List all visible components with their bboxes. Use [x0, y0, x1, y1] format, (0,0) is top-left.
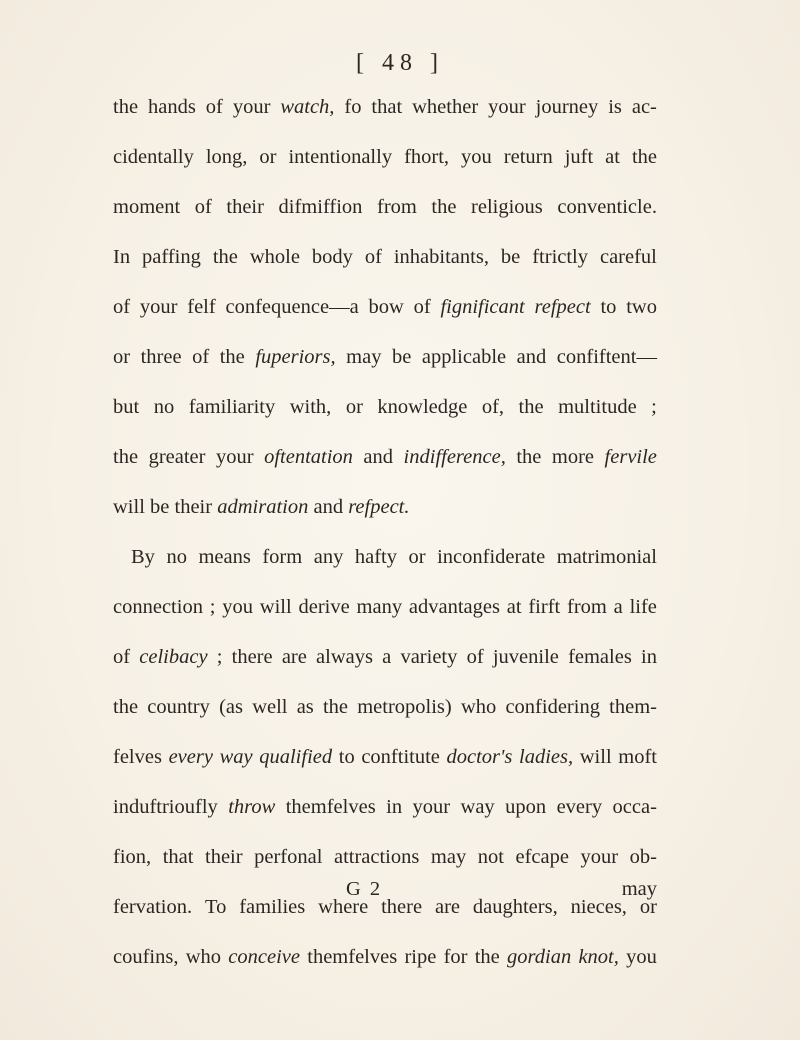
text-line: cidentally long, or intentionally fhort, you return juft at the — [113, 146, 657, 168]
text-line: the hands of your watch, fo that whether your journey is ac- — [113, 96, 657, 118]
text-line: but no familiarity with, or knowledge of, the multitude ; — [113, 396, 657, 418]
text-line: the greater your oftentation and indifference, the more fervile — [113, 446, 657, 468]
body-text — [113, 82, 657, 982]
page-footer — [113, 878, 657, 918]
text-line: of celibacy ; there are always a variety of juvenile females in — [113, 646, 657, 668]
text-line: the country (as well as the metropolis) who confidering them- — [113, 696, 657, 718]
text-line: By no means form any hafty or inconfiderate matrimonial — [131, 546, 657, 568]
text-line: fervation. To families where there are daughters, nieces, or — [113, 896, 657, 918]
text-line: connection ; you will derive many advantages at firft from a life — [113, 596, 657, 618]
text-line: of your felf confequence—a bow of fignificant refpect to two — [113, 296, 657, 318]
text-line: will be their admiration and refpect. — [113, 496, 410, 518]
text-line: fion, that their perfonal attractions may not efcape your ob- — [113, 846, 657, 868]
page-number: [ 48 ] — [356, 50, 444, 76]
catchword: may — [621, 878, 657, 900]
text-line: In paffing the whole body of inhabitants, be ftrictly careful — [113, 246, 657, 268]
signature-mark: G 2 — [346, 878, 383, 900]
text-line: felves every way qualified to conftitute doctor's ladies, will moft — [113, 746, 657, 768]
text-line: or three of the fuperiors, may be applicable and confiftent— — [113, 346, 657, 368]
text-line: coufins, who conceive themfelves ripe for the gordian knot, you — [113, 946, 657, 968]
text-line: moment of their difmiffion from the religious conventicle. — [113, 196, 657, 218]
text-line: induftrioufly throw themfelves in your way upon every occa- — [113, 796, 657, 818]
